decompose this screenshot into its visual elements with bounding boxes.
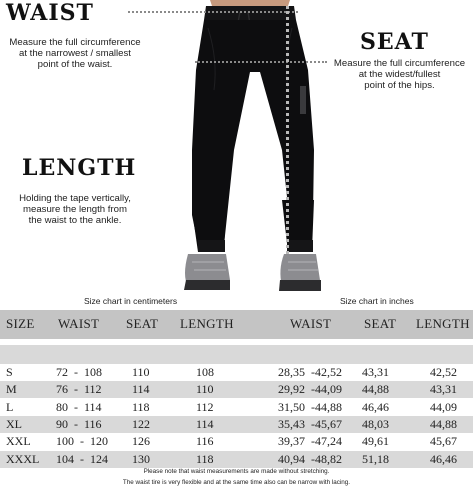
- cell-seat-in: 43,31: [362, 365, 389, 379]
- cm-chart-caption: Size chart in centimeters: [84, 296, 178, 306]
- cell-length-cm: 116: [196, 434, 214, 449]
- cell-length-in: 43,31: [430, 382, 457, 397]
- cell-size: XL: [6, 416, 22, 431]
- note-stretching: Please note that waist measurements are made without stretching.: [143, 468, 330, 475]
- cell-seat-cm: 118: [132, 399, 150, 414]
- cell-seat-in: 46,46: [362, 399, 389, 414]
- waist-heading: WAIST: [6, 0, 94, 26]
- cell-length-in: 44,09: [430, 399, 457, 414]
- cell-size: XXL: [6, 434, 31, 449]
- cell-size: XXXL: [6, 451, 40, 466]
- cell-waist-cm: 90 - 116: [56, 416, 102, 431]
- cell-waist-in: 28,35 -42,52: [278, 365, 342, 379]
- cell-waist-cm: 100 - 120: [56, 434, 108, 449]
- cell-waist-in: 31,50 -44,88: [278, 399, 342, 414]
- waist-tape-line: [128, 11, 298, 13]
- cell-length-cm: 110: [196, 382, 214, 397]
- cell-length-in: 46,46: [430, 451, 457, 466]
- waist-instructions: Measure the full circumference at the narrowest / smallest point of the waist.: [9, 37, 141, 70]
- cell-seat-cm: 114: [132, 382, 150, 397]
- cell-length-cm: 108: [196, 365, 214, 379]
- cell-size: L: [6, 399, 14, 414]
- cell-waist-cm: 104 - 124: [56, 451, 108, 466]
- header-seat-in: SEAT: [364, 316, 397, 331]
- cell-seat-cm: 130: [132, 451, 150, 466]
- header-size: SIZE: [6, 316, 35, 331]
- cell-waist-cm: 76 - 112: [56, 382, 102, 397]
- header-length-cm: LENGTH: [180, 316, 234, 331]
- cell-length-cm: 118: [196, 451, 214, 466]
- cell-length-cm: 112: [196, 399, 214, 414]
- table-spacer-row: [0, 345, 473, 364]
- seat-tape-line: [195, 61, 327, 63]
- cell-length-in: 42,52: [430, 365, 457, 379]
- seat-instructions: Measure the full circumference at the widest/fullest point of the hips.: [333, 58, 466, 91]
- header-waist-in: WAIST: [290, 316, 332, 331]
- length-heading: LENGTH: [22, 155, 137, 181]
- cell-waist-in: 29,92 -44,09: [278, 382, 342, 397]
- inch-chart-caption: Size chart in inches: [340, 296, 414, 306]
- header-length-in: LENGTH: [416, 316, 470, 331]
- cell-waist-in: 39,37 -47,24: [278, 434, 342, 449]
- header-waist-cm: WAIST: [58, 316, 100, 331]
- cell-seat-cm: 122: [132, 416, 150, 431]
- cell-seat-in: 51,18: [362, 451, 389, 466]
- cell-seat-in: 49,61: [362, 434, 389, 449]
- cell-size: M: [6, 382, 17, 397]
- cell-size: S: [6, 365, 13, 379]
- cell-waist-cm: 80 - 114: [56, 399, 102, 414]
- cell-waist-cm: 72 - 108: [56, 365, 102, 379]
- cell-seat-cm: 110: [132, 365, 150, 379]
- cell-length-in: 45,67: [430, 434, 457, 449]
- cell-seat-cm: 126: [132, 434, 150, 449]
- cell-waist-in: 40,94 -48,82: [278, 451, 342, 466]
- length-tape-line: [286, 6, 289, 254]
- cell-seat-in: 44,88: [362, 382, 389, 397]
- length-instructions: Holding the tape vertically, measure the length from the waist to the ankle.: [19, 193, 131, 226]
- header-seat-cm: SEAT: [126, 316, 159, 331]
- note-lacing: The waist tire is very flexible and at the same time also can be narrow with lacing.: [122, 479, 351, 486]
- pants-illustration: [178, 0, 323, 300]
- cell-length-in: 44,88: [430, 416, 457, 431]
- cell-seat-in: 48,03: [362, 416, 389, 431]
- cell-length-cm: 114: [196, 416, 214, 431]
- seat-heading: SEAT: [360, 29, 429, 55]
- cell-waist-in: 35,43 -45,67: [278, 416, 342, 431]
